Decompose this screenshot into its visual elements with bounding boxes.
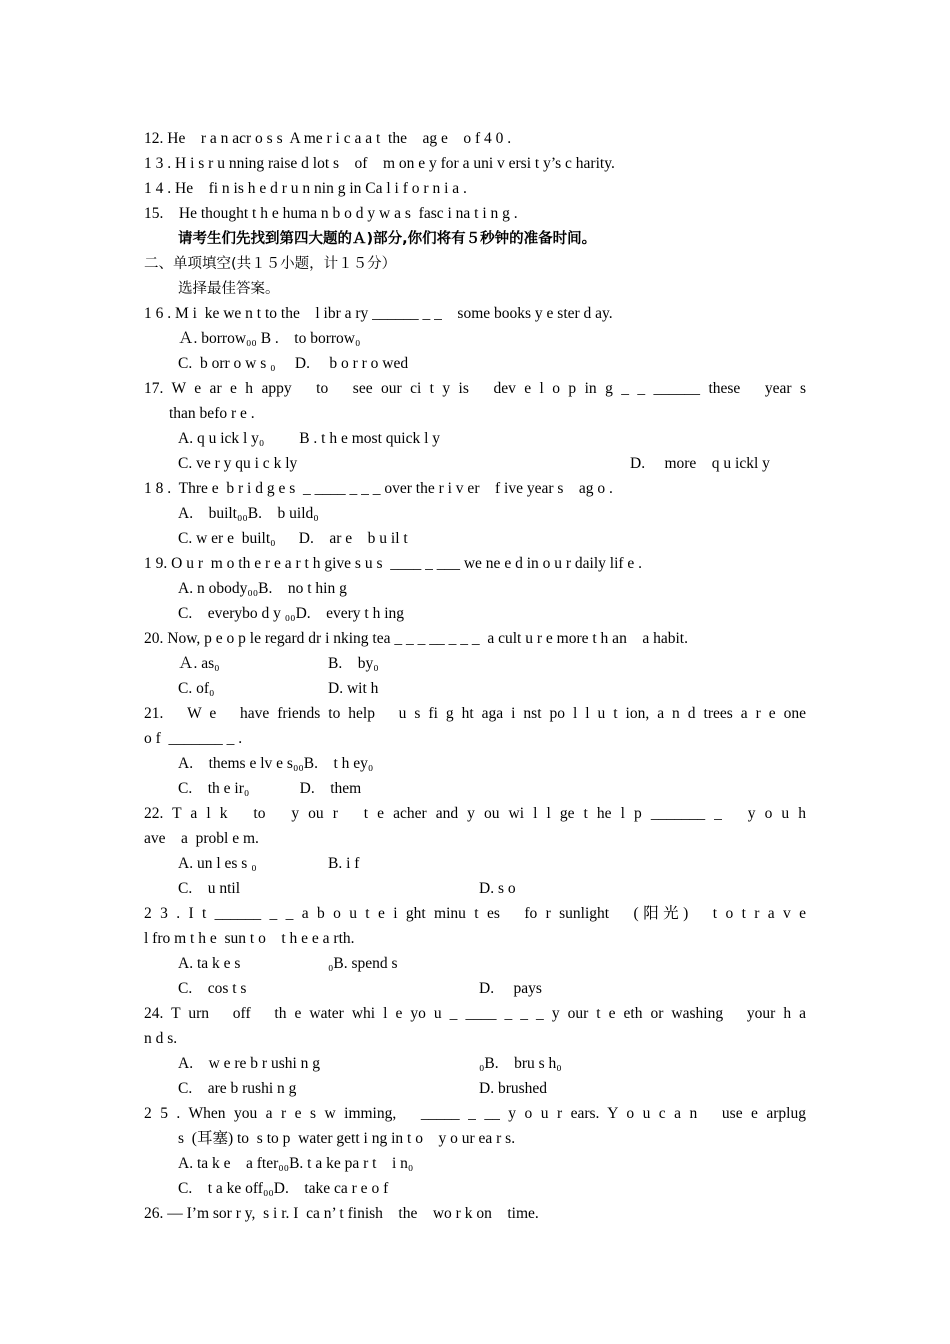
text-line: 二、单项填空(共１５小题，计１５分） xyxy=(144,256,397,272)
text-line: 1 9. O u r m o th e r e a r t h give s u s ____ _ ___ we ne e d in o u r daily lif e . xyxy=(144,555,643,572)
text-line: D. wit h xyxy=(328,680,379,697)
text-line: D. s o xyxy=(479,880,516,897)
text-line: 24. T urn off th e water whi l e yo u _ ____ _ _ _ y our t e eth or washing your h a xyxy=(144,1005,806,1022)
text-line: 1 3 . H i s r u nning raise d lot s of m on e y for a uni v ersi t y’s c harity. xyxy=(144,155,615,172)
text-line: ave a probl e m. xyxy=(144,830,259,847)
text-line: 26. — I’m sor r y, s i r. I ca n’ t finish the wo r k on time. xyxy=(144,1205,539,1222)
text-line: A. built₀₀B. b uild₀ xyxy=(178,505,319,522)
text-line: C. b orr o w s ₀ D. b o r r o wed xyxy=(178,355,409,372)
text-line: A. un l es s ₀ xyxy=(178,855,257,872)
text-line: C. u ntil xyxy=(178,880,241,897)
text-line: 请考生们先找到第四大题的Ａ)部分,你们将有５秒钟的准备时间。 xyxy=(178,231,597,247)
text-line: A. thems e lv e s₀₀B. t h ey₀ xyxy=(178,755,374,772)
text-line: 21. W e have friends to help u s fi g ht aga i nst po l l u t ion, a n d trees a r e one xyxy=(144,705,806,722)
text-line: A. w e re b r ushi n g xyxy=(178,1055,321,1072)
text-line: 2 3 . I t ______ _ _ a b o u t e i ght minu t es fo r sunlight (阳光) t o t r a v e xyxy=(144,905,806,922)
text-line: 2 5 . When you a r e s w imming, _____ _ __ y o u r ears. Y o u c a n use e arplug xyxy=(144,1105,806,1122)
text-line: ₀B. spend s xyxy=(328,955,398,972)
text-line: C. cos t s xyxy=(178,980,247,997)
text-line: 20. Now, p e o p le regard dr i nking tea _ _ _ __ _ _ _ a cult u r e more t h an a habit. xyxy=(144,630,688,647)
text-line: than befo r e . xyxy=(169,405,255,422)
text-line: B. i f xyxy=(328,855,360,872)
text-line: o f _______ _ . xyxy=(144,730,243,747)
text-line: C. are b rushi n g xyxy=(178,1080,297,1097)
text-line: C. t a ke off₀₀D. take ca r e o f xyxy=(178,1180,389,1197)
text-line: Ａ. as₀ xyxy=(178,655,220,672)
text-line: C. th e ir₀ D. them xyxy=(178,780,362,797)
text-line: A. n obody₀₀B. no t hin g xyxy=(178,580,347,597)
text-line: 1 8 . Thre e b r i d g e s _ ____ _ _ _ over the r i v er f ive year s ag o . xyxy=(144,480,613,497)
text-line: 1 4 . He fi n is h e d r u n nin g in Ca l i f o r n i a . xyxy=(144,180,467,197)
text-line: s (耳塞) to s to p water gett i ng in t o y o ur ea r s. xyxy=(178,1130,516,1147)
text-line: 1 6 . M i ke we n t to the l ibr a ry ______ _ _ some books y e ster d ay. xyxy=(144,305,613,322)
text-line: D. brushed xyxy=(479,1080,548,1097)
text-line: 12. He r a n acr o s s A me r i c a a t the ag e o f 4 0 . xyxy=(144,130,512,147)
text-line: 17. W e ar e h appy to see our ci t y is dev e l o p in g _ _ ______ these year s xyxy=(144,380,806,397)
text-line: A. ta k e a fter₀₀B. t a ke pa r t i n₀ xyxy=(178,1155,414,1172)
text-line: D. pays xyxy=(479,980,542,997)
text-line: Ａ. borrow₀₀ B . to borrow₀ xyxy=(178,330,361,347)
text-line: n d s. xyxy=(144,1030,178,1047)
text-line: 22. T a l k to y ou r t e acher and y ou wi l l ge t he l p _______ _ y o u h xyxy=(144,805,806,822)
text-line: D. more q u ickl y xyxy=(630,455,770,472)
text-line: C. of₀ xyxy=(178,680,215,697)
text-line: ₀B. bru s h₀ xyxy=(479,1055,562,1072)
text-line: C. w er e built₀ D. ar e b u il t xyxy=(178,530,408,547)
text-line: B. by₀ xyxy=(328,655,379,672)
text-line: 15. He thought t h e huma n b o d y w a s fasc i na t i n g . xyxy=(144,205,518,222)
text-line: A. q u ick l y₀ B . t h e most quick l y xyxy=(178,430,441,447)
text-line: l fro m t h e sun t o t h e e a rth. xyxy=(144,930,355,947)
text-line: 选择最佳答案。 xyxy=(178,281,280,297)
text-line: C. everybo d y ₀₀D. every t h ing xyxy=(178,605,405,622)
text-line: C. ve r y qu i c k ly xyxy=(178,455,298,472)
text-line: A. ta k e s xyxy=(178,955,241,972)
